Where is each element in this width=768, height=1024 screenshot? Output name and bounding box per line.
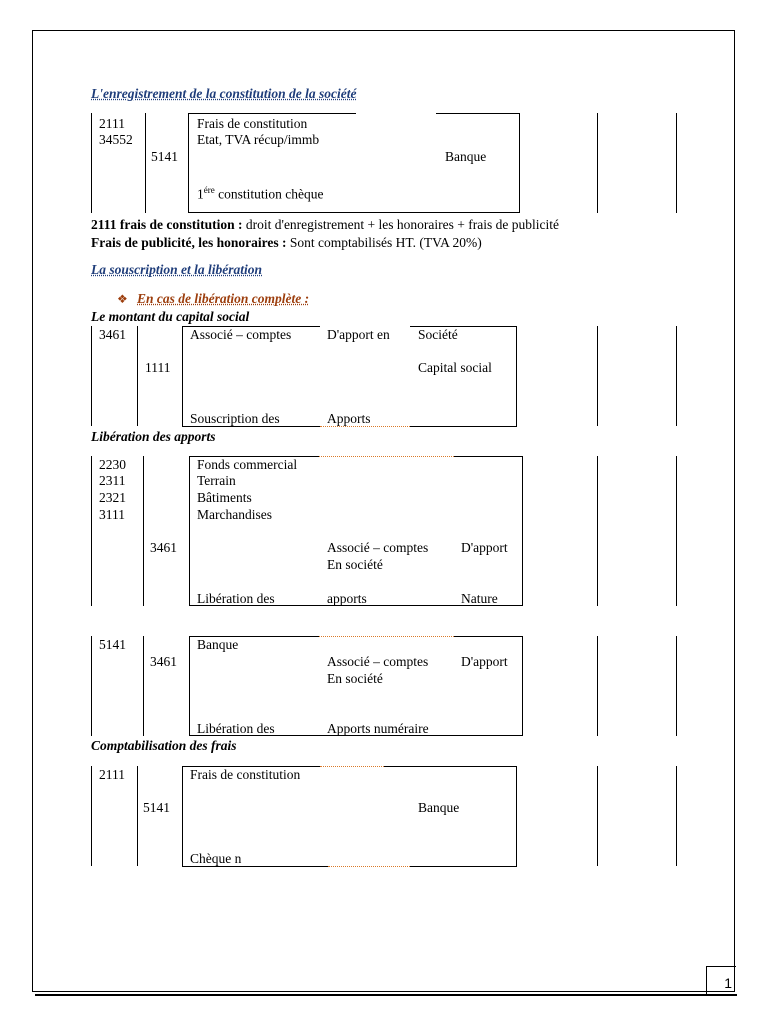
credit-account: 5141 [143,800,170,815]
debit-account: 5141 [99,637,126,652]
credit-label: Capital social [418,360,492,375]
entry-memo: Libération des [197,721,275,736]
credit-label: D'apport [461,540,508,555]
debit-label: Bâtiments [197,490,252,505]
credit-account: 3461 [150,654,177,669]
entry-memo: Chèque n [190,851,242,866]
note-frais-publicite: Frais de publicité, les honoraires : Sont comptabilisés HT. (TVA 20%) [91,235,482,250]
credit-account: 1111 [145,360,171,375]
debit-account: 34552 [99,132,133,147]
debit-label: Fonds commercial [197,457,298,472]
credit-label: Banque [418,800,460,815]
entry-line: D'apport en [327,327,390,342]
entry-memo: Libération des [197,591,275,606]
entry-line: Société [418,327,458,342]
credit-account: 3461 [150,540,177,555]
entry-memo: apports [327,591,367,606]
debit-account: 2111 [99,767,125,782]
debit-account: 2111 [99,116,125,131]
credit-label: Associé – comptes [327,540,429,555]
credit-label: D'apport [461,654,508,669]
debit-account: 2321 [99,490,126,505]
page-frame-shadow [35,994,737,996]
note-frais-constitution: 2111 frais de constitution : droit d'enregistrement + les honoraires + frais de publicité [91,217,559,232]
credit-label: En société [327,557,383,572]
credit-label: Associé – comptes [327,654,429,669]
credit-account: 5141 [151,149,178,164]
section-title-constitution: L'enregistrement de la constitution de la société [91,86,357,101]
debit-label: Terrain [197,473,236,488]
debit-account: 3111 [99,507,125,522]
subheading-liberation: Libération des apports [91,429,216,444]
debit-account: 2311 [99,473,126,488]
debit-account: 2230 [99,457,126,472]
entry-line: Frais de constitution [197,116,308,131]
entry-memo: Apports [327,411,371,426]
entry-line: Associé – comptes [190,327,292,342]
entry-memo: Apports numéraire [327,721,429,736]
debit-label: Frais de constitution [190,767,301,782]
entry-memo: Nature [461,591,498,606]
subheading-frais: Comptabilisation des frais [91,738,237,753]
entry-memo: Souscription des [190,411,280,426]
debit-account: 3461 [99,327,126,342]
debit-label: Marchandises [197,507,272,522]
entry-line: Etat, TVA récup/immb [197,132,320,147]
page-number: 1 [706,966,736,994]
subheading-capital: Le montant du capital social [91,309,250,324]
credit-label: En société [327,671,383,686]
debit-label: Banque [197,637,239,652]
credit-label: Banque [445,149,487,164]
case-title: En cas de libération complète : [137,291,310,306]
diamond-bullet-icon: ❖ [117,292,128,306]
section-title-souscription: La souscription et la libération [91,262,263,277]
entry-memo: $1^{ére}$ constitution chèque [197,185,324,202]
